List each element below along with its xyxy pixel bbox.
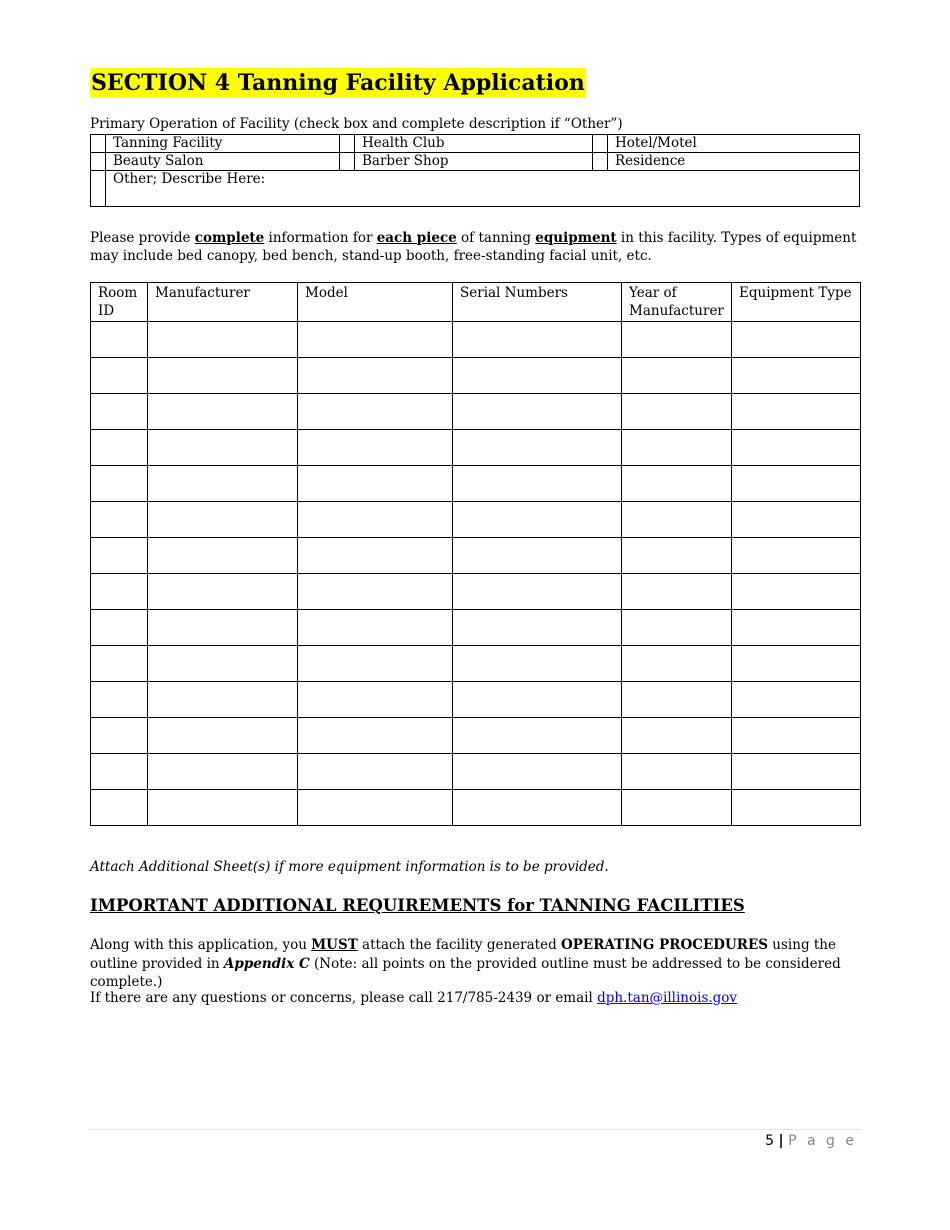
- equipment-table: [90, 282, 861, 826]
- cell-year[interactable]: [622, 502, 732, 538]
- cell-model[interactable]: [298, 394, 453, 430]
- cell-equipment-type[interactable]: [732, 538, 861, 574]
- cell-year[interactable]: [622, 610, 732, 646]
- cell-model[interactable]: [298, 466, 453, 502]
- cell-model[interactable]: [298, 610, 453, 646]
- cell-equipment-type[interactable]: [732, 718, 861, 754]
- table-row: [91, 574, 861, 610]
- cell-serial-numbers[interactable]: [453, 754, 622, 790]
- table-row: [91, 754, 861, 790]
- cell-serial-numbers[interactable]: [453, 646, 622, 682]
- header-equipment-type: Equipment Type: [732, 283, 861, 322]
- cell-equipment-type[interactable]: [732, 610, 861, 646]
- cell-model[interactable]: [298, 574, 453, 610]
- cell-equipment-type[interactable]: [732, 322, 861, 358]
- cell-serial-numbers[interactable]: [453, 322, 622, 358]
- cell-serial-numbers[interactable]: [453, 682, 622, 718]
- cell-model[interactable]: [298, 646, 453, 682]
- option-barber-shop: Barber Shop: [355, 153, 593, 171]
- cell-year[interactable]: [622, 466, 732, 502]
- cell-model[interactable]: [298, 538, 453, 574]
- footer-divider: [88, 1129, 862, 1130]
- header-serial-numbers: Serial Numbers: [453, 283, 622, 322]
- table-row: [91, 358, 861, 394]
- page-number: 5: [765, 1133, 775, 1149]
- primary-operation-table: [90, 134, 860, 207]
- table-row: [91, 790, 861, 826]
- cell-equipment-type[interactable]: [732, 430, 861, 466]
- cell-model[interactable]: [298, 682, 453, 718]
- cell-year[interactable]: [622, 394, 732, 430]
- equipment-table-header: [91, 283, 861, 322]
- cell-room-id[interactable]: [91, 610, 148, 646]
- option-health-club: Health Club: [355, 135, 593, 153]
- cell-room-id[interactable]: [91, 466, 148, 502]
- contact-paragraph: If there are any questions or concerns, please call 217/785-2439 or email dph.tan@illinois.gov: [90, 990, 738, 1006]
- cell-year[interactable]: [622, 682, 732, 718]
- other-describe-field[interactable]: Other; Describe Here:: [106, 171, 860, 207]
- table-row: [91, 430, 861, 466]
- cell-year[interactable]: [622, 754, 732, 790]
- cell-equipment-type[interactable]: [732, 682, 861, 718]
- cell-manufacturer[interactable]: [148, 790, 298, 826]
- header-room-id: Room ID: [91, 283, 148, 322]
- page-label: P a g e: [788, 1133, 857, 1149]
- cell-model[interactable]: [298, 754, 453, 790]
- cell-equipment-type[interactable]: [732, 502, 861, 538]
- cell-serial-numbers[interactable]: [453, 718, 622, 754]
- equipment-table-body: [91, 322, 861, 826]
- cell-model[interactable]: [298, 502, 453, 538]
- cell-manufacturer[interactable]: [148, 502, 298, 538]
- cell-room-id[interactable]: [91, 574, 148, 610]
- cell-year[interactable]: [622, 646, 732, 682]
- table-row: [91, 646, 861, 682]
- cell-serial-numbers[interactable]: [453, 358, 622, 394]
- checkbox-residence[interactable]: [593, 153, 608, 171]
- table-row: [91, 682, 861, 718]
- cell-model[interactable]: [298, 322, 453, 358]
- cell-serial-numbers[interactable]: [453, 538, 622, 574]
- primary-operation-label: Primary Operation of Facility (check box and complete description if “Other”): [90, 116, 623, 132]
- cell-manufacturer[interactable]: [148, 754, 298, 790]
- option-hotel-motel: Hotel/Motel: [608, 135, 860, 153]
- cell-room-id[interactable]: [91, 790, 148, 826]
- checkbox-barber-shop[interactable]: [340, 153, 355, 171]
- cell-room-id[interactable]: [91, 754, 148, 790]
- checkbox-hotel-motel[interactable]: [593, 135, 608, 153]
- option-residence: Residence: [608, 153, 860, 171]
- cell-equipment-type[interactable]: [732, 574, 861, 610]
- checkbox-beauty-salon[interactable]: [91, 153, 106, 171]
- section-title: SECTION 4 Tanning Facility Application: [91, 70, 585, 96]
- cell-room-id[interactable]: [91, 682, 148, 718]
- cell-year[interactable]: [622, 790, 732, 826]
- cell-equipment-type[interactable]: [732, 754, 861, 790]
- cell-serial-numbers[interactable]: [453, 574, 622, 610]
- cell-year[interactable]: [622, 358, 732, 394]
- checkbox-tanning-facility[interactable]: [91, 135, 106, 153]
- cell-manufacturer[interactable]: [148, 358, 298, 394]
- checkbox-health-club[interactable]: [340, 135, 355, 153]
- email-link[interactable]: dph.tan@illinois.gov: [597, 990, 738, 1006]
- cell-year[interactable]: [622, 430, 732, 466]
- cell-room-id[interactable]: [91, 538, 148, 574]
- header-year-of-manufacturer: Year of Manufacturer: [622, 283, 732, 322]
- cell-equipment-type[interactable]: [732, 394, 861, 430]
- cell-manufacturer[interactable]: [148, 682, 298, 718]
- cell-serial-numbers[interactable]: [453, 502, 622, 538]
- cell-equipment-type[interactable]: [732, 466, 861, 502]
- attach-note: Attach Additional Sheet(s) if more equipment information is to be provided.: [90, 859, 609, 875]
- page-footer: [765, 1133, 857, 1149]
- cell-manufacturer[interactable]: [148, 466, 298, 502]
- table-row: [91, 394, 861, 430]
- cell-model[interactable]: [298, 358, 453, 394]
- cell-room-id[interactable]: [91, 394, 148, 430]
- table-row: [91, 466, 861, 502]
- table-row: [91, 718, 861, 754]
- table-row: [91, 610, 861, 646]
- cell-equipment-type[interactable]: [732, 358, 861, 394]
- option-beauty-salon: Beauty Salon: [106, 153, 340, 171]
- cell-year[interactable]: [622, 322, 732, 358]
- cell-serial-numbers[interactable]: [453, 430, 622, 466]
- cell-manufacturer[interactable]: [148, 718, 298, 754]
- table-row: [91, 538, 861, 574]
- cell-room-id[interactable]: [91, 646, 148, 682]
- footer-separator: |: [778, 1133, 784, 1149]
- equipment-instructions: Please provide complete information for each piece of tanning equipment in this facility. Types of equipment may include bed canopy, bed bench, stand-up booth, free-standing facial unit, etc.: [90, 230, 857, 264]
- cell-model[interactable]: [298, 430, 453, 466]
- header-manufacturer: Manufacturer: [148, 283, 298, 322]
- cell-manufacturer[interactable]: [148, 646, 298, 682]
- cell-manufacturer[interactable]: [148, 394, 298, 430]
- cell-room-id[interactable]: [91, 430, 148, 466]
- cell-room-id[interactable]: [91, 502, 148, 538]
- requirements-heading: IMPORTANT ADDITIONAL REQUIREMENTS for TANNING FACILITIES: [90, 896, 745, 915]
- cell-manufacturer[interactable]: [148, 610, 298, 646]
- cell-room-id[interactable]: [91, 718, 148, 754]
- cell-model[interactable]: [298, 790, 453, 826]
- cell-year[interactable]: [622, 718, 732, 754]
- cell-room-id[interactable]: [91, 322, 148, 358]
- cell-model[interactable]: [298, 718, 453, 754]
- cell-serial-numbers[interactable]: [453, 610, 622, 646]
- cell-equipment-type[interactable]: [732, 646, 861, 682]
- cell-serial-numbers[interactable]: [453, 466, 622, 502]
- checkbox-other[interactable]: [91, 171, 106, 207]
- table-row: [91, 322, 861, 358]
- cell-equipment-type[interactable]: [732, 790, 861, 826]
- cell-manufacturer[interactable]: [148, 322, 298, 358]
- header-model: Model: [298, 283, 453, 322]
- cell-room-id[interactable]: [91, 358, 148, 394]
- cell-manufacturer[interactable]: [148, 538, 298, 574]
- cell-year[interactable]: [622, 538, 732, 574]
- requirements-paragraph: Along with this application, you MUST attach the facility generated OPERATING PROCEDURES using the outline provided in Appendix C (Note: all points on the provided outline must be addressed to be considered complete.): [90, 937, 841, 990]
- table-row: [91, 502, 861, 538]
- cell-manufacturer[interactable]: [148, 430, 298, 466]
- cell-year[interactable]: [622, 574, 732, 610]
- cell-manufacturer[interactable]: [148, 574, 298, 610]
- cell-serial-numbers[interactable]: [453, 790, 622, 826]
- cell-serial-numbers[interactable]: [453, 394, 622, 430]
- option-tanning-facility: Tanning Facility: [106, 135, 340, 153]
